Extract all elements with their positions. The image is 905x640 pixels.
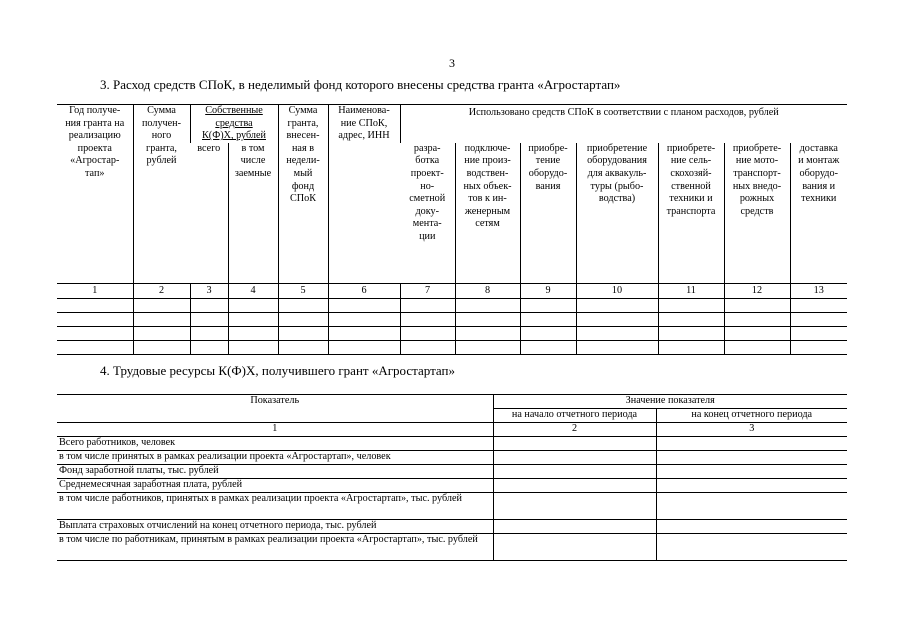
data-cell[interactable] [57, 326, 133, 340]
header-sub-6: приобрете- ние мото- транспорт- ных внедо- рожных средств [724, 143, 790, 284]
header-start-period: на начало отчетного периода [493, 409, 656, 423]
col-num: 6 [328, 283, 400, 298]
header-sub-3: приобре- тение оборудо- вания [520, 143, 576, 284]
table-row [57, 534, 847, 561]
data-cell[interactable] [400, 312, 455, 326]
data-cell[interactable] [724, 298, 790, 312]
data-cell[interactable] [133, 298, 190, 312]
table-row [57, 437, 847, 451]
labor-resources-table [57, 394, 847, 561]
value-end-cell[interactable] [656, 520, 847, 534]
header-row-1 [57, 395, 847, 409]
data-cell[interactable] [228, 298, 278, 312]
header-sub-5: приобрете- ние сель- скохозяй- ственной техники и транспорта [658, 143, 724, 284]
data-cell[interactable] [328, 312, 400, 326]
indicator-label: в том числе принятых в рамках реализации проекта «Агростартап», человек [57, 451, 493, 465]
data-cell[interactable] [520, 326, 576, 340]
data-cell[interactable] [190, 326, 228, 340]
header-row-1 [57, 105, 847, 143]
data-cell[interactable] [520, 312, 576, 326]
table-row [57, 479, 847, 493]
data-cell[interactable] [133, 326, 190, 340]
data-cell[interactable] [724, 340, 790, 354]
data-cell[interactable] [190, 340, 228, 354]
data-cell[interactable] [57, 340, 133, 354]
data-cell[interactable] [278, 312, 328, 326]
data-cell[interactable] [228, 312, 278, 326]
col-num: 4 [228, 283, 278, 298]
data-cell[interactable] [576, 312, 658, 326]
data-cell[interactable] [133, 312, 190, 326]
indicator-label: в том числе работников, принятых в рамках реализации проекта «Агростартап», тыс. рублей [57, 493, 493, 520]
data-cell[interactable] [400, 326, 455, 340]
data-cell[interactable] [455, 340, 520, 354]
value-end-cell[interactable] [656, 479, 847, 493]
indicator-label: в том числе по работникам, принятым в рамках реализации проекта «Агростартап», тыс. рублей [57, 534, 493, 561]
data-cell[interactable] [190, 312, 228, 326]
header-sub-4: приобретение оборудования для аквакуль- туры (рыбо- водства) [576, 143, 658, 284]
data-cell[interactable] [228, 326, 278, 340]
data-cell[interactable] [455, 312, 520, 326]
col-num: 5 [278, 283, 328, 298]
data-cell[interactable] [790, 298, 847, 312]
table-row [57, 520, 847, 534]
data-cell[interactable] [658, 326, 724, 340]
header-sub-7: доставка и монтаж оборудо- вания и техники [790, 143, 847, 284]
table-row [57, 326, 847, 340]
header-sub-1: разра- ботка проект- но- сметной доку- мента- ции [409, 142, 446, 242]
header-sub-2: подключе- ние произ- водствен- ных объек- тов к ин- женерным сетям [455, 143, 520, 284]
col-num: 11 [658, 283, 724, 298]
data-cell[interactable] [658, 298, 724, 312]
header-grant-in-fund: Сумма гранта, внесен- ная в недели- мый фонд СПоК [278, 105, 328, 284]
table-row [57, 465, 847, 479]
data-cell[interactable] [790, 340, 847, 354]
data-cell[interactable] [133, 340, 190, 354]
value-end-cell[interactable] [656, 465, 847, 479]
col-num: 13 [790, 283, 847, 298]
data-cell[interactable] [658, 312, 724, 326]
header-own-total: всего [197, 142, 221, 154]
header-end-period: на конец отчетного периода [656, 409, 847, 423]
table-row [57, 312, 847, 326]
value-start-cell[interactable] [493, 534, 656, 561]
value-start-cell[interactable] [493, 493, 656, 520]
value-start-cell[interactable] [493, 451, 656, 465]
header-year: Год получе- ния гранта на реализацию проекта «Агростар- тап» [57, 105, 133, 284]
value-end-cell[interactable] [656, 493, 847, 520]
col-num: 2 [133, 283, 190, 298]
data-cell[interactable] [520, 340, 576, 354]
data-cell[interactable] [455, 298, 520, 312]
table-row [57, 298, 847, 312]
indicator-label: Среднемесячная заработная плата, рублей [57, 479, 493, 493]
value-start-cell[interactable] [493, 479, 656, 493]
table-row [57, 340, 847, 354]
indicator-label: Фонд заработной платы, тыс. рублей [57, 465, 493, 479]
header-spok-name: Наименова- ние СПоК, адрес, ИНН [328, 105, 400, 284]
header-indicator: Показатель [57, 395, 493, 423]
data-cell[interactable] [724, 326, 790, 340]
column-numbers-row [57, 423, 847, 437]
col-num: 7 [400, 283, 455, 298]
col-num: 2 [493, 423, 656, 437]
column-numbers-row [57, 283, 847, 298]
data-cell[interactable] [658, 340, 724, 354]
data-cell[interactable] [724, 312, 790, 326]
table-row [57, 451, 847, 465]
indicator-label: Выплата страховых отчислений на конец отчетного периода, тыс. рублей [57, 520, 493, 534]
section-3-title: 3. Расход средств СПоК, в неделимый фонд которого внесены средства гранта «Агростартап» [100, 77, 621, 92]
header-own-funds: Собственные средства К(Ф)Х, рублей [190, 105, 278, 143]
data-cell[interactable] [228, 340, 278, 354]
value-end-cell[interactable] [656, 437, 847, 451]
section-4-title: 4. Трудовые ресурсы К(Ф)Х, получившего грант «Агростартап» [100, 363, 455, 378]
data-cell[interactable] [190, 298, 228, 312]
value-start-cell[interactable] [493, 465, 656, 479]
header-grant-sum: Сумма получен- ного гранта, рублей [133, 105, 190, 284]
value-end-cell[interactable] [656, 534, 847, 561]
page-number: 3 [449, 56, 455, 70]
value-end-cell[interactable] [656, 451, 847, 465]
col-num: 1 [57, 423, 493, 437]
data-cell[interactable] [328, 326, 400, 340]
header-used-funds: Использовано средств СПоК в соответствии с планом расходов, рублей [400, 105, 847, 143]
data-cell[interactable] [576, 298, 658, 312]
data-cell[interactable] [278, 298, 328, 312]
data-cell[interactable] [790, 326, 847, 340]
col-num: 10 [576, 283, 658, 298]
data-cell[interactable] [400, 298, 455, 312]
col-num: 9 [520, 283, 576, 298]
data-cell[interactable] [328, 298, 400, 312]
col-num: 1 [57, 283, 133, 298]
header-value: Значение показателя [493, 395, 847, 409]
value-start-cell[interactable] [493, 520, 656, 534]
data-cell[interactable] [400, 340, 455, 354]
data-cell[interactable] [520, 298, 576, 312]
data-cell[interactable] [57, 312, 133, 326]
data-cell[interactable] [278, 340, 328, 354]
data-cell[interactable] [278, 326, 328, 340]
data-cell[interactable] [790, 312, 847, 326]
header-own-borrowed: в том числе заемные [228, 143, 278, 284]
col-num: 12 [724, 283, 790, 298]
col-num: 3 [190, 283, 228, 298]
indicator-label: Всего работников, человек [57, 437, 493, 451]
value-start-cell[interactable] [493, 437, 656, 451]
data-cell[interactable] [57, 298, 133, 312]
data-cell[interactable] [328, 340, 400, 354]
col-num: 8 [455, 283, 520, 298]
data-cell[interactable] [455, 326, 520, 340]
col-num: 3 [656, 423, 847, 437]
data-cell[interactable] [576, 340, 658, 354]
spok-expenses-table [57, 104, 847, 355]
data-cell[interactable] [576, 326, 658, 340]
table-row [57, 493, 847, 520]
